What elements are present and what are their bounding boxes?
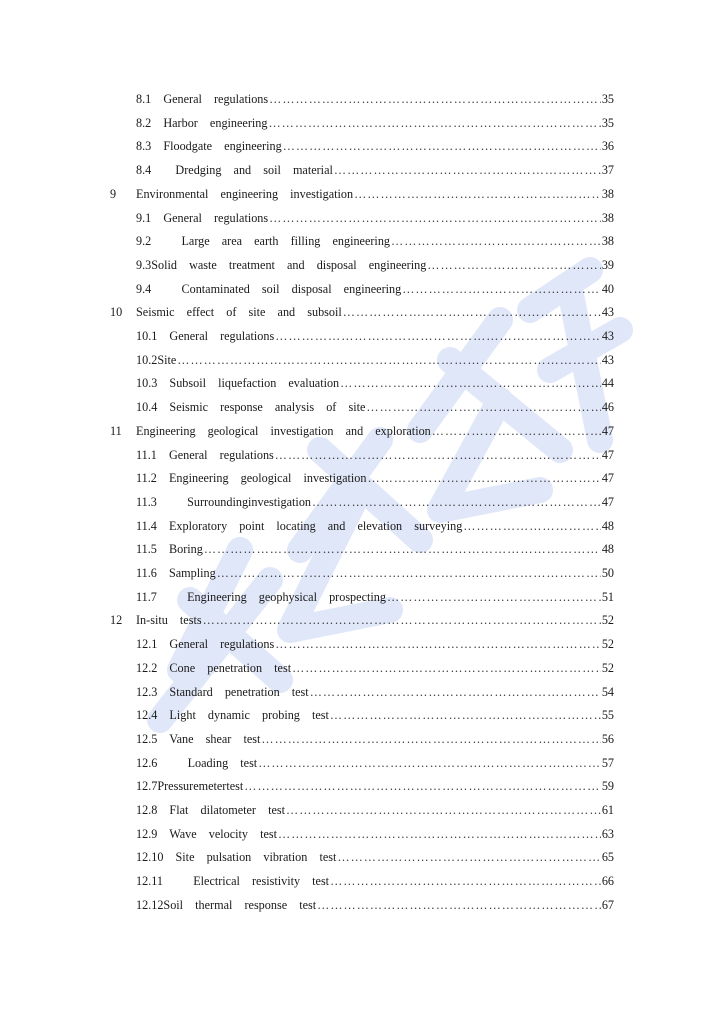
toc-row	[0, 491, 724, 513]
toc-entry-title: 10.3 Subsoil liquefaction evaluation	[136, 376, 340, 391]
toc-leader-dots	[204, 538, 601, 560]
toc-entry-title: 12.4 Light dynamic probing test	[136, 708, 329, 723]
toc-entry-title: 12.7Pressuremetertest	[136, 779, 244, 794]
toc-leader-dots	[258, 752, 601, 774]
toc-row	[0, 444, 724, 466]
toc-entry	[136, 159, 614, 181]
toc-entry	[136, 420, 614, 442]
toc-page-number: 40	[601, 281, 614, 296]
toc-entry	[136, 799, 614, 821]
toc-row	[0, 301, 724, 323]
toc-row	[0, 207, 724, 229]
toc-leader-dots	[217, 562, 601, 584]
toc-entry-title: 11.4 Exploratory point locating and elevation surveying	[136, 518, 463, 533]
toc-leader-dots	[269, 207, 601, 229]
toc-row	[0, 609, 724, 631]
toc-leader-dots	[283, 135, 601, 157]
toc-entry	[136, 562, 614, 584]
toc-entry	[136, 207, 614, 229]
toc-entry	[136, 230, 614, 252]
toc-entry	[136, 135, 614, 157]
toc-page-number: 43	[601, 352, 614, 367]
toc-leader-dots	[269, 88, 601, 110]
toc-leader-dots	[330, 704, 601, 726]
toc-leader-dots	[366, 396, 600, 418]
toc-entry-title: 12.12Soil thermal response test	[136, 897, 317, 912]
toc-page-number: 52	[601, 637, 614, 652]
toc-page-number: 52	[601, 660, 614, 675]
toc-leader-dots	[244, 775, 601, 797]
toc-row	[0, 396, 724, 418]
toc-row	[0, 752, 724, 774]
toc-entry-title: 10.4 Seismic response analysis of site	[136, 400, 366, 415]
toc-row	[0, 728, 724, 750]
toc-row	[0, 775, 724, 797]
toc-page-number: 59	[601, 779, 614, 794]
toc-row	[0, 230, 724, 252]
toc-entry	[136, 846, 614, 868]
toc-leader-dots	[203, 609, 601, 631]
toc-page-number: 61	[601, 803, 614, 817]
toc-page-number: 51	[601, 589, 614, 604]
toc-entry-title: 12.3 Standard penetration test	[136, 684, 309, 699]
toc-page-number: 48	[601, 542, 614, 557]
toc-row	[0, 515, 724, 537]
toc-row	[0, 278, 724, 300]
toc-chapter-number: 11	[110, 423, 122, 438]
toc-page-number: 54	[601, 684, 614, 699]
toc-leader-dots	[330, 870, 601, 892]
toc-entry-title: 9.3Solid waste treatment and disposal engineering	[136, 257, 427, 272]
toc-row	[0, 420, 724, 442]
toc-page-number: 67	[601, 897, 614, 912]
toc-page-number: 44	[601, 376, 614, 391]
toc-page-number: 47	[601, 447, 614, 462]
toc-entry-title: 8.1 General regulations	[136, 92, 269, 106]
toc-entry	[136, 372, 614, 394]
toc-row	[0, 467, 724, 489]
toc-chapter-number: 9	[110, 186, 117, 201]
toc-page-number: 57	[601, 755, 614, 770]
toc-entry	[136, 894, 614, 916]
toc-leader-dots	[177, 349, 601, 371]
toc-entry	[136, 301, 614, 323]
toc-row	[0, 159, 724, 181]
toc-entry-title: Environmental engineering investigation	[136, 186, 354, 201]
toc-entry-title: 11.3 Surroundinginvestigation	[136, 494, 312, 509]
toc-entry-title: 12.9 Wave velocity test	[136, 826, 278, 841]
toc-leader-dots	[402, 278, 601, 300]
toc-row	[0, 349, 724, 371]
toc-leader-dots	[427, 254, 601, 276]
toc-row	[0, 657, 724, 679]
toc-entry-title: 9.4 Contaminated soil disposal engineering	[136, 281, 402, 296]
toc-row	[0, 823, 724, 845]
toc-leader-dots	[340, 372, 601, 394]
toc-row	[0, 586, 724, 608]
toc-row	[0, 325, 724, 347]
toc-page-number: 35	[601, 92, 614, 106]
toc-leader-dots	[463, 515, 601, 537]
toc-entry	[136, 609, 614, 631]
toc-entry-title: 12.8 Flat dilatometer test	[136, 803, 285, 817]
toc-row	[0, 135, 724, 157]
toc-entry-title: 8.3 Floodgate engineering	[136, 139, 282, 154]
toc-page-number: 55	[601, 708, 614, 723]
toc-page-number: 43	[601, 329, 614, 343]
toc-entry-title: Engineering geological investigation and exploration	[136, 423, 431, 438]
toc-page-number: 38	[601, 210, 614, 225]
toc-leader-dots	[310, 681, 601, 703]
toc-leader-dots	[286, 799, 601, 821]
toc-entry-title: 9.1 General regulations	[136, 210, 269, 225]
toc-entry-title: 8.2 Harbor engineering	[136, 115, 268, 130]
toc-row	[0, 894, 724, 916]
toc-page-number: 37	[601, 163, 614, 178]
toc-entry	[136, 704, 614, 726]
toc-leader-dots	[391, 230, 601, 252]
toc-entry	[136, 823, 614, 845]
toc-leader-dots	[354, 183, 601, 205]
toc-entry-title: 8.4 Dredging and soil material	[136, 163, 333, 178]
toc-entry	[136, 491, 614, 513]
toc-leader-dots	[367, 467, 600, 489]
toc-leader-dots	[292, 657, 601, 679]
toc-entry	[136, 183, 614, 205]
toc-chapter-number: 10	[110, 305, 123, 320]
toc-row	[0, 112, 724, 134]
toc-entry-title: 12.5 Vane shear test	[136, 731, 261, 746]
toc-entry-title: 11.5 Boring	[136, 542, 203, 557]
toc-page-number: 66	[601, 874, 614, 889]
toc-entry-title: 12.11 Electrical resistivity test	[136, 874, 330, 889]
toc-entry	[136, 112, 614, 134]
toc-entry-title: Seismic effect of site and subsoil	[136, 305, 342, 320]
toc-page-number: 47	[601, 423, 614, 438]
toc-entry	[136, 870, 614, 892]
toc-page-number: 48	[601, 518, 614, 533]
toc-entry	[136, 538, 614, 560]
toc-chapter-number: 12	[110, 613, 123, 628]
toc-leader-dots	[275, 444, 601, 466]
toc-page-number: 38	[601, 186, 614, 201]
toc-entry	[136, 444, 614, 466]
toc-entry	[136, 254, 614, 276]
toc-page-number: 43	[601, 305, 614, 320]
toc-row	[0, 538, 724, 560]
toc-leader-dots	[334, 159, 601, 181]
toc-row	[0, 870, 724, 892]
toc-leader-dots	[268, 112, 600, 134]
toc-entry	[136, 586, 614, 608]
toc-page-number: 47	[601, 471, 614, 486]
toc-row	[0, 704, 724, 726]
toc-row	[0, 254, 724, 276]
toc-entry-title: 11.2 Engineering geological investigation	[136, 471, 367, 486]
toc-row	[0, 88, 724, 110]
toc-leader-dots	[275, 325, 601, 347]
toc-page-number: 47	[601, 494, 614, 509]
toc-leader-dots	[387, 586, 601, 608]
toc-row	[0, 681, 724, 703]
toc-leader-dots	[312, 491, 601, 513]
toc-page-number: 38	[601, 234, 614, 249]
toc-page-number: 63	[601, 826, 614, 841]
toc-entry-title: 11.6 Sampling	[136, 566, 216, 580]
toc-page-number: 52	[601, 613, 614, 628]
toc-row	[0, 562, 724, 584]
toc-page-number: 50	[601, 566, 614, 580]
toc-leader-dots	[317, 894, 601, 916]
toc-page-number: 56	[601, 731, 614, 746]
toc-entry-title: 12.1 General regulations	[136, 637, 275, 652]
toc-entry	[136, 728, 614, 750]
toc-entry-title: 10.2Site	[136, 352, 177, 367]
toc-page-number: 39	[601, 257, 614, 272]
toc-entry	[136, 775, 614, 797]
toc-row	[0, 633, 724, 655]
toc-row	[0, 846, 724, 868]
toc-entry-title: 11.7 Engineering geophysical prospecting	[136, 589, 386, 604]
toc-entry-title: 10.1 General regulations	[136, 329, 275, 343]
toc-entry-title: In-situ tests	[136, 613, 202, 628]
toc-page-number: 46	[601, 400, 614, 415]
toc-entry-title: 11.1 General regulations	[136, 447, 274, 462]
toc-entry	[136, 467, 614, 489]
toc-entry	[136, 349, 614, 371]
toc-entry	[136, 515, 614, 537]
toc-entry	[136, 396, 614, 418]
toc-leader-dots	[275, 633, 601, 655]
toc-page-number: 65	[601, 850, 614, 865]
toc-entry	[136, 681, 614, 703]
toc-entry-title: 9.2 Large area earth filling engineering	[136, 234, 391, 249]
toc-entry	[136, 278, 614, 300]
toc-leader-dots	[432, 420, 601, 442]
toc-leader-dots	[278, 823, 601, 845]
toc-leader-dots	[337, 846, 600, 868]
toc-entry	[136, 752, 614, 774]
toc-entry-title: 12.2 Cone penetration test	[136, 660, 292, 675]
toc-row	[0, 372, 724, 394]
toc-entry	[136, 325, 614, 347]
toc-leader-dots	[261, 728, 600, 750]
toc-page-number: 35	[601, 115, 614, 130]
toc-entry	[136, 88, 614, 110]
toc-entry-title: 12.6 Loading test	[136, 755, 258, 770]
toc-row	[0, 799, 724, 821]
toc-row	[0, 183, 724, 205]
toc-entry	[136, 657, 614, 679]
toc-entry	[136, 633, 614, 655]
toc-leader-dots	[343, 301, 601, 323]
toc-entry-title: 12.10 Site pulsation vibration test	[136, 850, 337, 865]
toc-page-number: 36	[601, 139, 614, 154]
